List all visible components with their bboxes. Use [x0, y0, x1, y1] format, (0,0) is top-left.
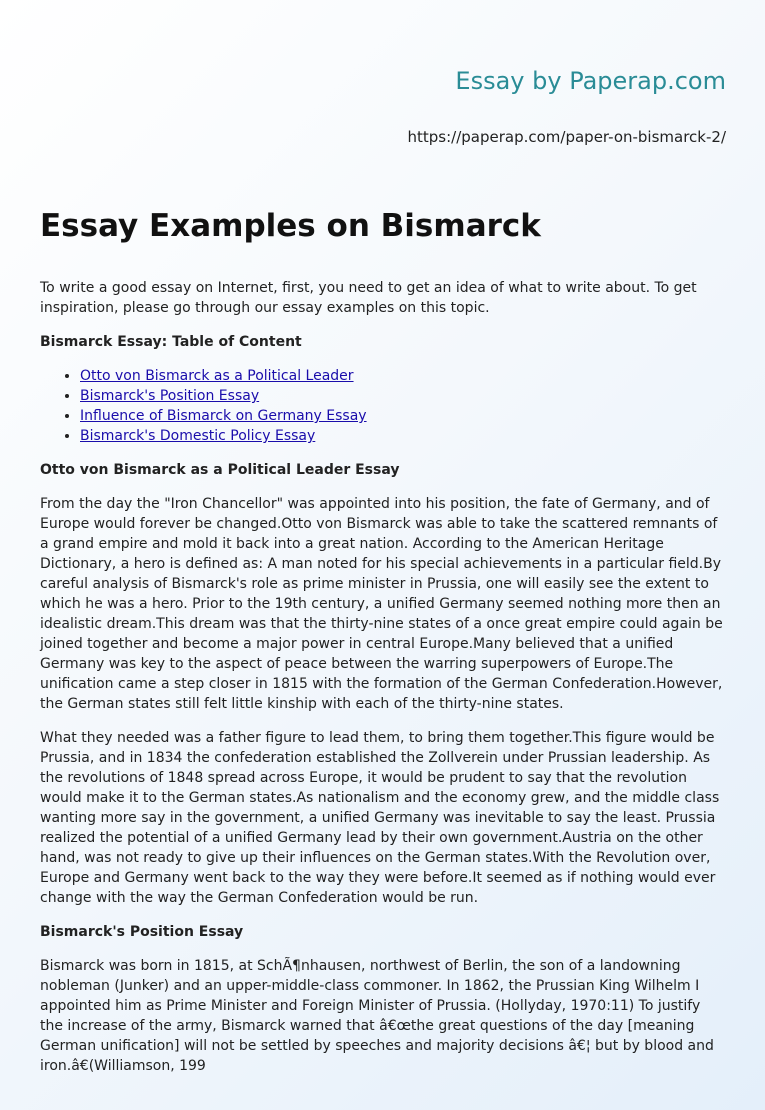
toc-heading: Bismarck Essay: Table of Content — [40, 334, 302, 350]
table-of-contents — [40, 366, 726, 446]
section-paragraph: What they needed was a father figure to lead them, to bring them together.This figure would be Prussia, and in 1834 the confederation established the Zollverein under Prussian leadership. As the revolutions of 1848 spread across Europe, it would be prudent to say that the revolution would make it to the German states.As nationalism and the economy grew, and the middle class wanting more say in the government, a unified Germany was inevitable to say the least. Prussia realized the potential of a unified Germany lead by their own government.Austria on the other hand, was not ready to give up their influences on the German states.With the Revolution over, Europe and Germany went back to the way they were before.It seemed as if nothing would ever change with the way the German Confederation would be run. — [40, 730, 720, 906]
source-url: https://paperap.com/paper-on-bismarck-2/ — [407, 128, 726, 146]
toc-link-position-essay[interactable]: Bismarck's Position Essay — [80, 388, 260, 404]
site-brand-link[interactable]: Essay by Paperap.com — [455, 67, 726, 95]
toc-item — [80, 406, 726, 426]
toc-item — [80, 366, 726, 386]
intro-paragraph: To write a good essay on Internet, first, you need to get an idea of what to write about. To get inspiration, please go through our essay examples on this topic. — [40, 280, 697, 316]
toc-item — [80, 386, 726, 406]
toc-link-influence-essay[interactable]: Influence of Bismarck on Germany Essay — [80, 408, 367, 424]
section-heading-position: Bismarck's Position Essay — [40, 924, 244, 940]
toc-link-domestic-policy[interactable]: Bismarck's Domestic Policy Essay — [80, 428, 316, 444]
toc-item — [80, 426, 726, 446]
page-title: Essay Examples on Bismarck — [40, 208, 541, 244]
essay-content — [40, 278, 726, 1090]
section-paragraph: From the day the "Iron Chancellor" was appointed into his position, the fate of Germany, and of Europe would forever be changed.Otto von Bismarck was able to take the scattered remnants of a grand empire and mold it back into a great nation. According to the American Heritage Dictionary, a hero is defined as: A man noted for his special achievements in a particular field.By careful analysis of Bismarck's role as prime minister in Prussia, one will easily see the extent to which he was a hero. Prior to the 19th century, a unified Germany seemed nothing more then an idealistic dream.This dream was that the thirty-nine states of a once great empire could again be joined together and become a major power in central Europe.Many believed that a unified Germany was key to the aspect of peace between the warring superpowers of Europe.The unification came a step closer in 1815 with the formation of the German Confederation.However, the German states still felt little kinship with each of the thirty-nine states. — [40, 496, 723, 712]
section-paragraph: Bismarck was born in 1815, at SchÃ¶nhausen, northwest of Berlin, the son of a landowning nobleman (Junker) and an upper-middle-class commoner. In 1862, the Prussian King Wilhelm I appointed him as Prime Minister and Foreign Minister of Prussia. (Hollyday, 1970:11) To justify the increase of the army, Bismarck warned that â€œthe great questions of the day [meaning German unification] will not be settled by speeches and majority decisions â€¦ but by blood and iron.â€(Williamson, 199 — [40, 958, 714, 1074]
section-heading-political-leader: Otto von Bismarck as a Political Leader Essay — [40, 462, 400, 478]
toc-link-political-leader[interactable]: Otto von Bismarck as a Political Leader — [80, 368, 354, 384]
